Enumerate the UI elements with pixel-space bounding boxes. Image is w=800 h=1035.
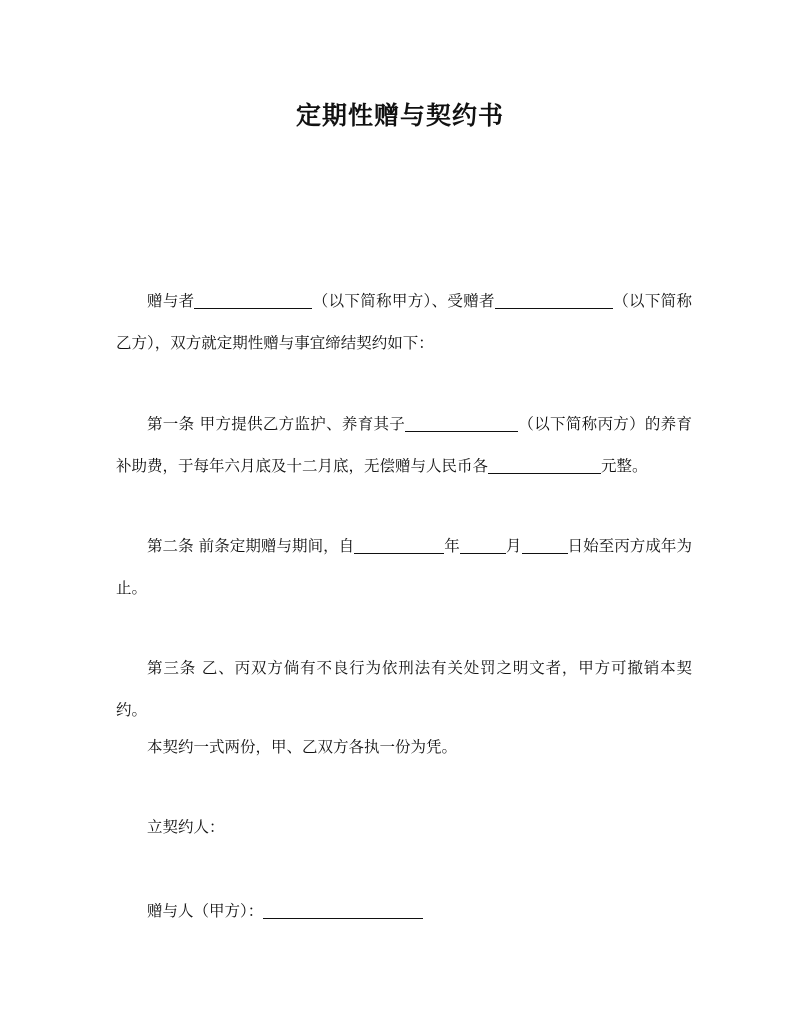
copies-text: 本契约一式两份，甲、乙双方各执一份为凭。 [147,738,458,756]
article-2-paragraph [116,525,692,609]
article-1-text-3: 元整。 [601,457,648,475]
intro-text-2: （以下简称甲方）、受赠者 [312,292,495,310]
document-title: 定期性赠与契约书 [295,101,504,130]
recipient-name-blank[interactable] [495,290,613,309]
article-1-text-2: （以下简称丙方）的养育补助费，于每年六月底及十二月底，无偿赠与人民币各 [116,415,692,475]
article-2-year-label: 年 [444,537,460,555]
article-2-text-1: 第二条 前条定期赠与期间，自 [147,537,355,555]
amount-blank[interactable] [488,455,601,474]
article-3-paragraph [116,647,692,731]
signatories-heading-text: 立契约人： [147,818,225,836]
article-2-month-label: 月 [505,537,522,555]
start-day-blank[interactable] [522,535,568,554]
intro-paragraph [116,280,692,364]
donor-name-blank[interactable] [194,290,312,309]
intro-text-3: （以下简称乙方），双方就定期性赠与事宜缔结契约如下： [116,292,692,352]
start-month-blank[interactable] [460,535,506,554]
article-3-text: 第三条 乙、丙双方倘有不良行为依刑法有关处罚之明文者，甲方可撤销本契约。 [116,659,692,719]
donor-signature-line [116,890,692,932]
donor-signature-blank[interactable] [263,900,423,919]
article-1-text-1: 第一条 甲方提供乙方监护、养育其子 [147,415,406,433]
copies-paragraph [116,726,692,768]
intro-text-1: 赠与者 [147,292,195,310]
donor-signature-label: 赠与人（甲方）： [147,902,264,920]
start-year-blank[interactable] [354,535,444,554]
article-1-paragraph [116,403,692,487]
signatories-heading [116,806,692,848]
child-name-blank[interactable] [405,413,518,432]
article-2-text-4: 日始至丙方成年为止。 [116,537,692,597]
